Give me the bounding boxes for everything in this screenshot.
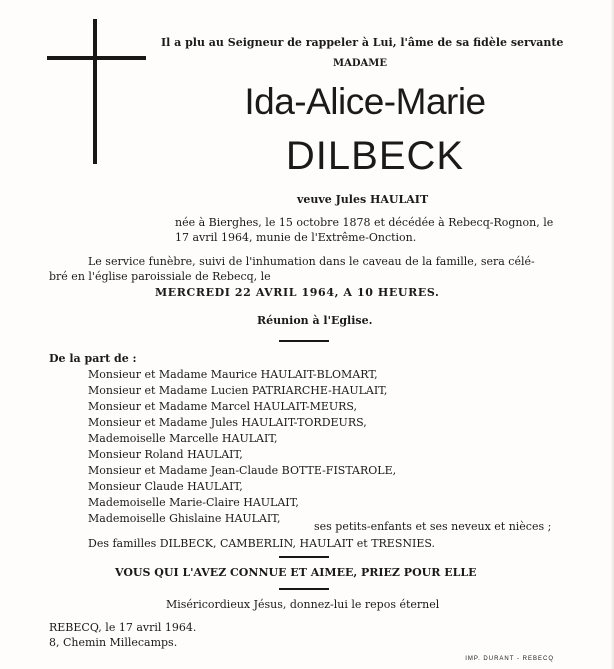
family-member: Monsieur Roland HAULAIT, <box>88 448 243 461</box>
service-line-1: Le service funèbre, suivi de l'inhumation dans le caveau de la famille, sera célé- <box>88 255 535 268</box>
family-member: Monsieur et Madame Lucien PATRIARCHE-HAULAIT, <box>88 384 388 397</box>
grandchildren-text: ses petits-enfants et ses neveux et nièces ; <box>314 520 552 533</box>
cross-icon-bar <box>47 56 146 60</box>
family-member: Monsieur Claude HAULAIT, <box>88 480 243 493</box>
family-member: Mademoiselle Marcelle HAULAIT, <box>88 432 278 445</box>
service-line-2: bré en l'église paroissiale de Rebecq, le <box>49 270 271 283</box>
birth-line-2: 17 avril 1964, munie de l'Extrême-Onction. <box>175 231 417 244</box>
cross-icon <box>93 19 97 164</box>
meeting-text: Réunion à l'Eglise. <box>257 314 373 327</box>
family-member: Monsieur et Madame Marcel HAULAIT-MEURS, <box>88 400 358 413</box>
birth-line-1: née à Bierghes, le 15 octobre 1878 et décédée à Rebecq-Rognon, le <box>175 216 554 229</box>
family-member: Monsieur et Madame Jules HAULAIT-TORDEURS, <box>88 416 367 429</box>
divider <box>279 588 329 590</box>
family-member: Monsieur et Madame Jean-Claude BOTTE-FISTAROLE, <box>88 464 397 477</box>
surname: DILBECK <box>285 134 465 178</box>
prayer-text: Miséricordieux Jésus, donnez-lui le repos éternel <box>166 598 440 611</box>
families-text: Des familles DILBECK, CAMBERLIN, HAULAIT et TRESNIES. <box>88 537 436 550</box>
family-member: Monsieur et Madame Maurice HAULAIT-BLOMART, <box>88 368 378 381</box>
given-names: Ida-Alice-Marie <box>244 81 486 122</box>
from-label: De la part de : <box>49 352 137 365</box>
place-date: REBECQ, le 17 avril 1964. <box>49 621 197 634</box>
family-member: Mademoiselle Marie-Claire HAULAIT, <box>88 496 299 509</box>
divider <box>279 556 329 558</box>
divider <box>279 340 329 342</box>
address: 8, Chemin Millecamps. <box>49 636 178 649</box>
printer-imprint: IMP. DURANT - REBECQ <box>465 656 554 662</box>
title-text: MADAME <box>333 58 387 69</box>
intro-text: Il a plu au Seigneur de rappeler à Lui, l'âme de sa fidèle servante <box>161 36 564 49</box>
widow-line: veuve Jules HAULAIT <box>297 193 429 206</box>
prayer-request: VOUS QUI L'AVEZ CONNUE ET AIMEE, PRIEZ POUR ELLE <box>115 566 477 579</box>
family-member: Mademoiselle Ghislaine HAULAIT, <box>88 512 281 525</box>
service-date: MERCREDI 22 AVRIL 1964, A 10 HEURES. <box>155 286 440 299</box>
page-edge <box>610 0 614 669</box>
